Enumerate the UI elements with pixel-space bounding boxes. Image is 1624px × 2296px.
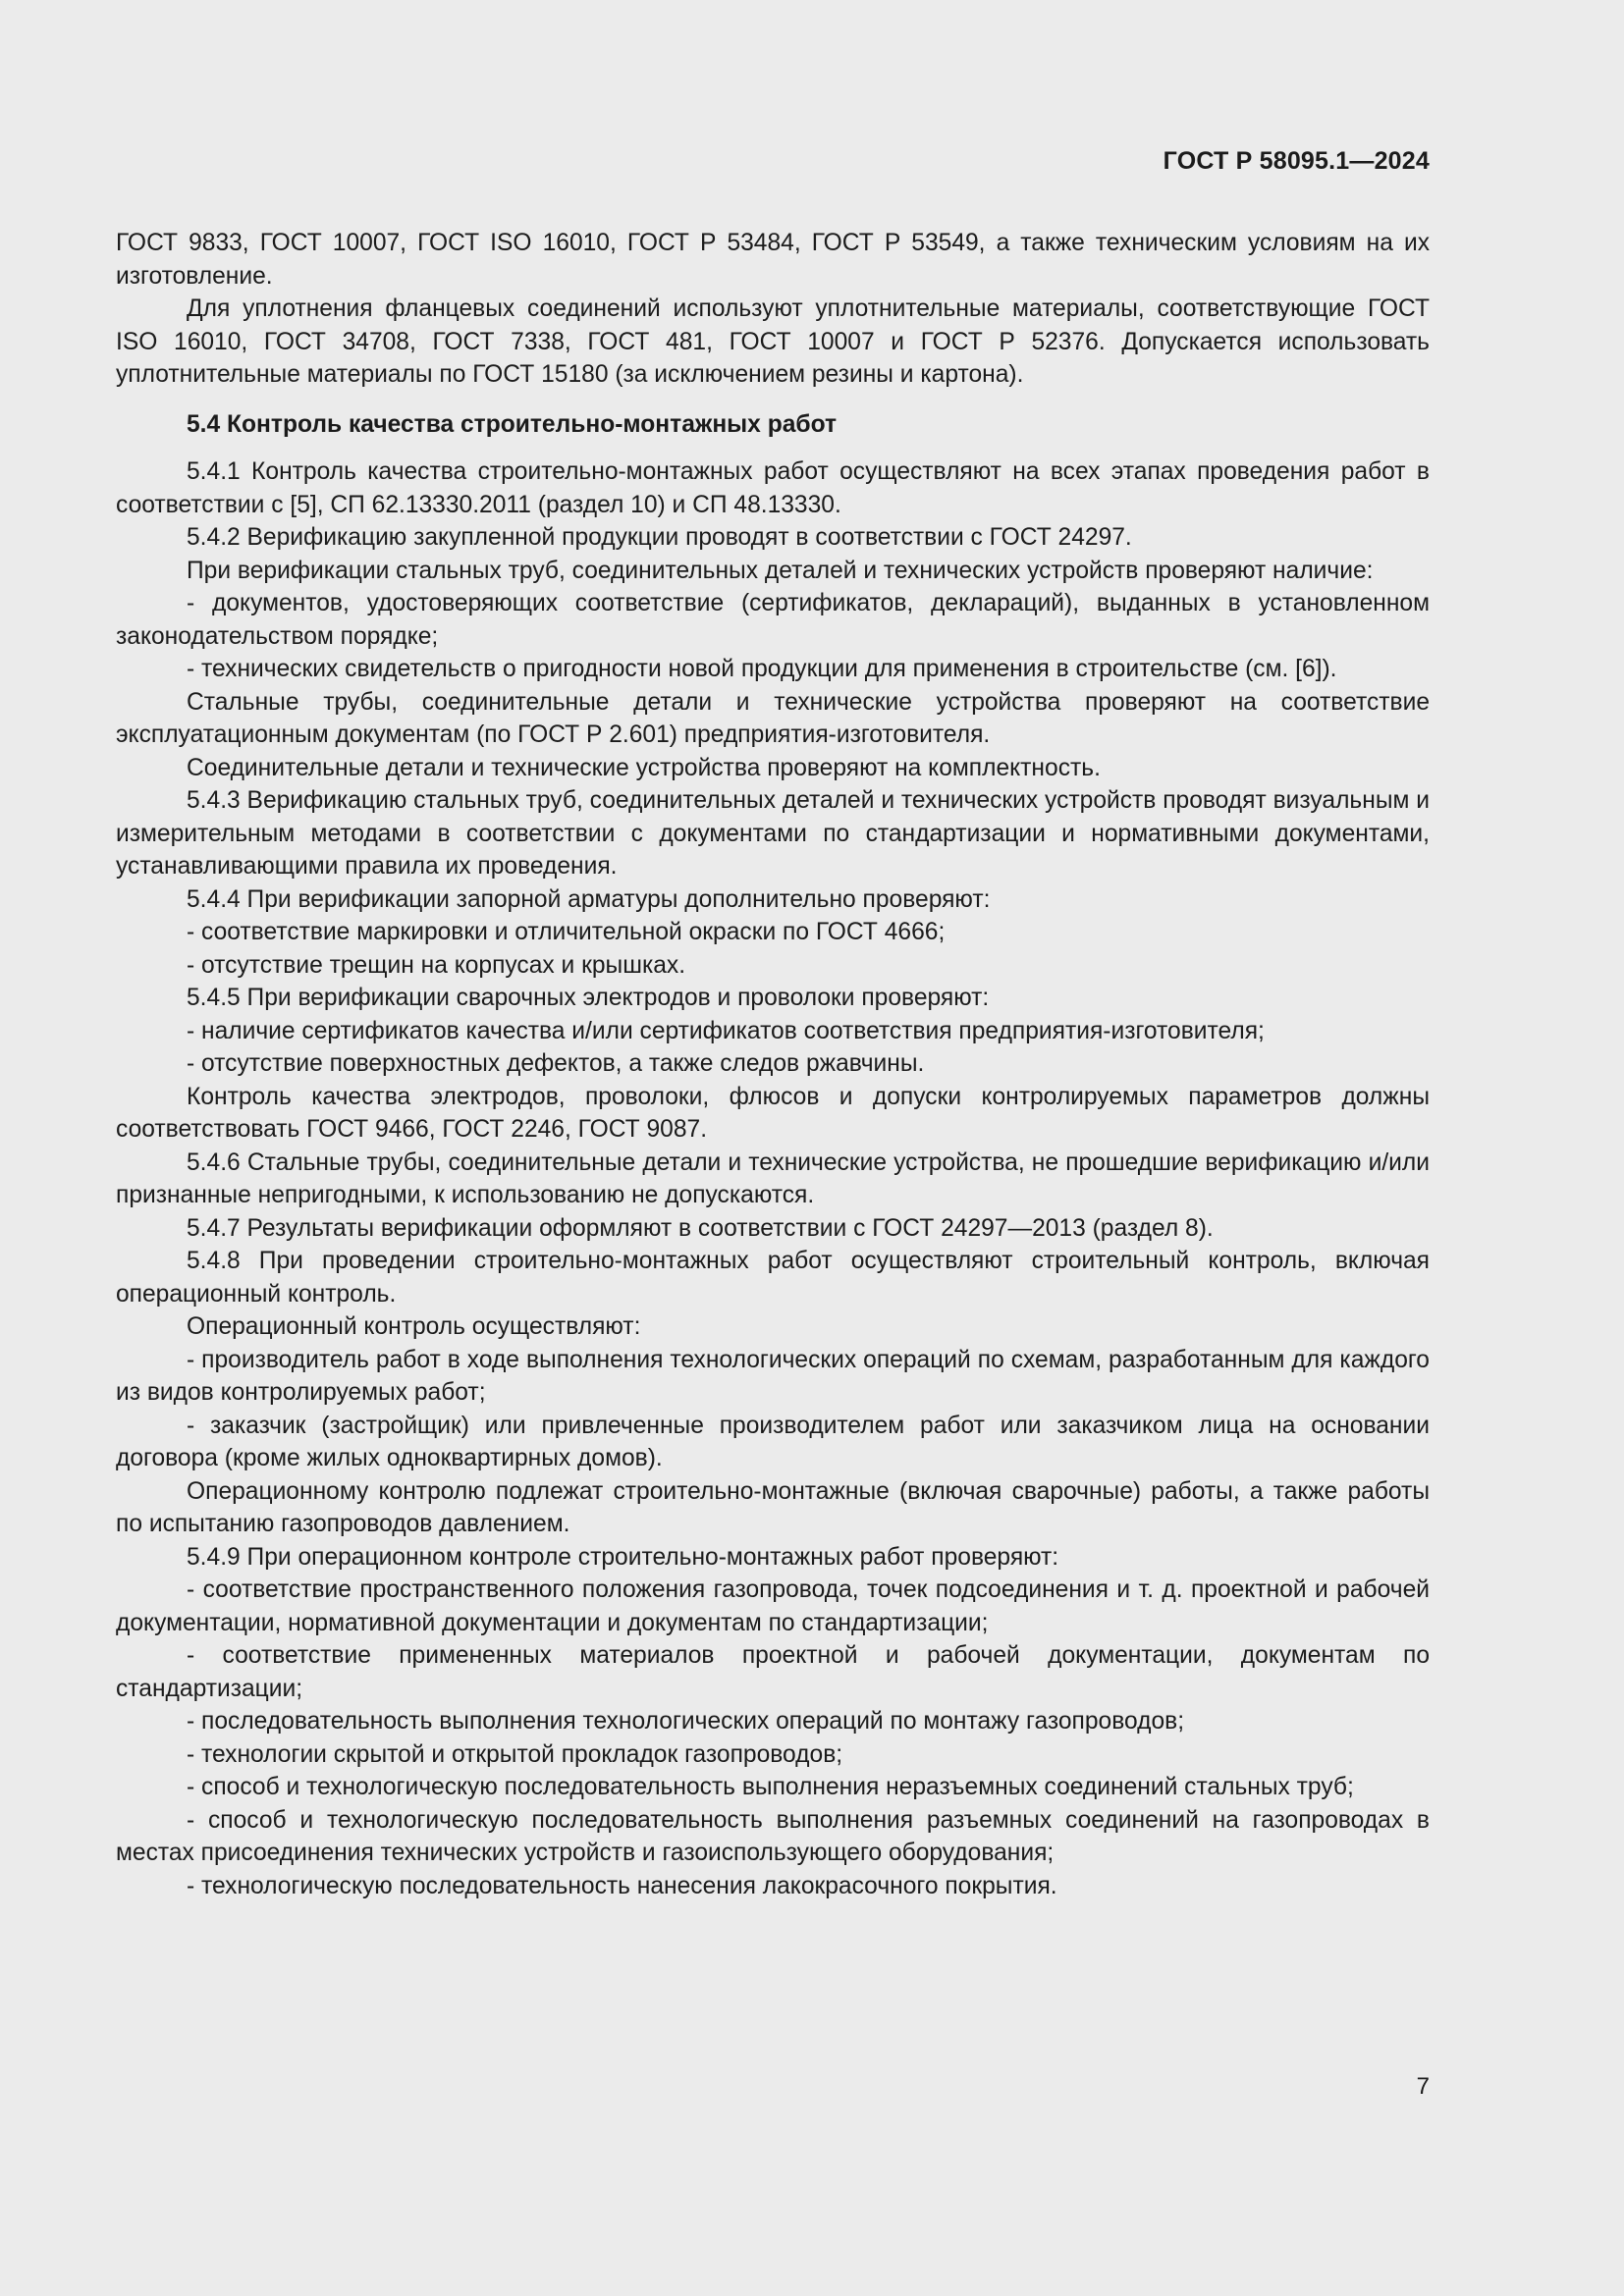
- list-item: - технологическую последовательность нанесения лакокрасочного покрытия.: [187, 1872, 1057, 1899]
- paragraph: Стальные трубы, соединительные детали и технические устройства проверяют на соответствие эксплуатационным документам (по ГОСТ Р 2.601) предприятия-изготовителя.: [116, 688, 1430, 748]
- list-item: - производитель работ в ходе выполнения технологических операций по схемам, разработанным для каждого из видов контролируемых работ;: [116, 1346, 1430, 1406]
- list-item: - последовательность выполнения технологических операций по монтажу газопроводов;: [187, 1708, 1185, 1735]
- paragraph: Соединительные детали и технические устройства проверяют на комплектность.: [187, 754, 1101, 781]
- list-item: - отсутствие поверхностных дефектов, а также следов ржавчины.: [187, 1050, 925, 1077]
- list-item: - способ и технологическую последовательность выполнения неразъемных соединений стальных труб;: [187, 1774, 1354, 1800]
- paragraph: Контроль качества электродов, проволоки, флюсов и допуски контролируемых параметров должны соответствовать ГОСТ 9466, ГОСТ 2246, ГОСТ 9087.: [116, 1083, 1430, 1143]
- list-item: - технологии скрытой и открытой прокладок газопроводов;: [187, 1740, 843, 1768]
- document-body: [116, 227, 1430, 1902]
- paragraph: При верификации стальных труб, соединительных деталей и технических устройств проверяют наличие:: [187, 557, 1374, 584]
- list-item: - технических свидетельств о пригодности новой продукции для применения в строительстве (см. [6]).: [187, 656, 1337, 682]
- section-heading: 5.4 Контроль качества строительно-монтажных работ: [187, 410, 838, 438]
- page-number: 7: [1416, 2073, 1430, 2100]
- list-item: - наличие сертификатов качества и/или сертификатов соответствия предприятия-изготовителя;: [187, 1017, 1265, 1044]
- list-item: - способ и технологическую последовательность выполнения разъемных соединений на газопроводах в местах присоединения технических устройств и газоиспользующего оборудования;: [116, 1806, 1430, 1866]
- paragraph: 5.4.2 Верификацию закупленной продукции проводят в соответствии с ГОСТ 24297.: [187, 524, 1132, 551]
- paragraph: 5.4.4 При верификации запорной арматуры дополнительно проверяют:: [187, 885, 991, 913]
- paragraph: 5.4.3 Верификацию стальных труб, соединительных деталей и технических устройств проводят визуальным и измерительным методами в соответствии с документами по стандартизации и нормативными документами, устанавливающими правила их проведения.: [116, 787, 1430, 880]
- list-item: - соответствие маркировки и отличительной окраски по ГОСТ 4666;: [187, 919, 946, 945]
- list-item: - отсутствие трещин на корпусах и крышках.: [187, 951, 686, 979]
- paragraph: 5.4.5 При верификации сварочных электродов и проволоки проверяют:: [187, 985, 990, 1011]
- paragraph: Операционному контролю подлежат строительно-монтажные (включая сварочные) работы, а также работы по испытанию газопроводов давлением.: [116, 1477, 1430, 1537]
- list-item: - соответствие примененных материалов проектной и рабочей документации, документам по стандартизации;: [116, 1642, 1430, 1702]
- paragraph: Операционный контроль осуществляют:: [187, 1313, 641, 1340]
- document-code-header: ГОСТ Р 58095.1—2024: [1163, 147, 1430, 175]
- paragraph: 5.4.6 Стальные трубы, соединительные детали и технические устройства, не прошедшие верификацию и/или признанные непригодными, к использованию не допускаются.: [116, 1148, 1430, 1208]
- paragraph: 5.4.9 При операционном контроле строительно-монтажных работ проверяют:: [187, 1543, 1059, 1571]
- paragraph: 5.4.7 Результаты верификации оформляют в соответствии с ГОСТ 24297—2013 (раздел 8).: [187, 1214, 1214, 1242]
- list-item: - заказчик (застройщик) или привлеченные производителем работ или заказчиком лица на основании договора (кроме жилых одноквартирных домов).: [116, 1412, 1430, 1471]
- list-item: - документов, удостоверяющих соответствие (сертификатов, деклараций), выданных в установленном законодательством порядке;: [116, 590, 1430, 650]
- paragraph: 5.4.1 Контроль качества строительно-монтажных работ осуществляют на всех этапах проведения работ в соответствии с [5], СП 62.13330.2011 (раздел 10) и СП 48.13330.: [116, 458, 1430, 518]
- paragraph: ГОСТ 9833, ГОСТ 10007, ГОСТ ISO 16010, ГОСТ Р 53484, ГОСТ Р 53549, а также техническим условиям на их изготовление.: [116, 230, 1430, 290]
- paragraph: 5.4.8 При проведении строительно-монтажных работ осуществляют строительный контроль, включая операционный контроль.: [116, 1248, 1430, 1308]
- list-item: - соответствие пространственного положения газопровода, точек подсоединения и т. д. проектной и рабочей документации, нормативной документации и документам по стандартизации;: [116, 1576, 1430, 1636]
- paragraph: Для уплотнения фланцевых соединений используют уплотнительные материалы, соответствующие ГОСТ ISO 16010, ГОСТ 34708, ГОСТ 7338, ГОСТ 481, ГОСТ 10007 и ГОСТ Р 52376. Допускается использовать уплотнительные материалы по ГОСТ 15180 (за исключением резины и картона).: [116, 295, 1430, 388]
